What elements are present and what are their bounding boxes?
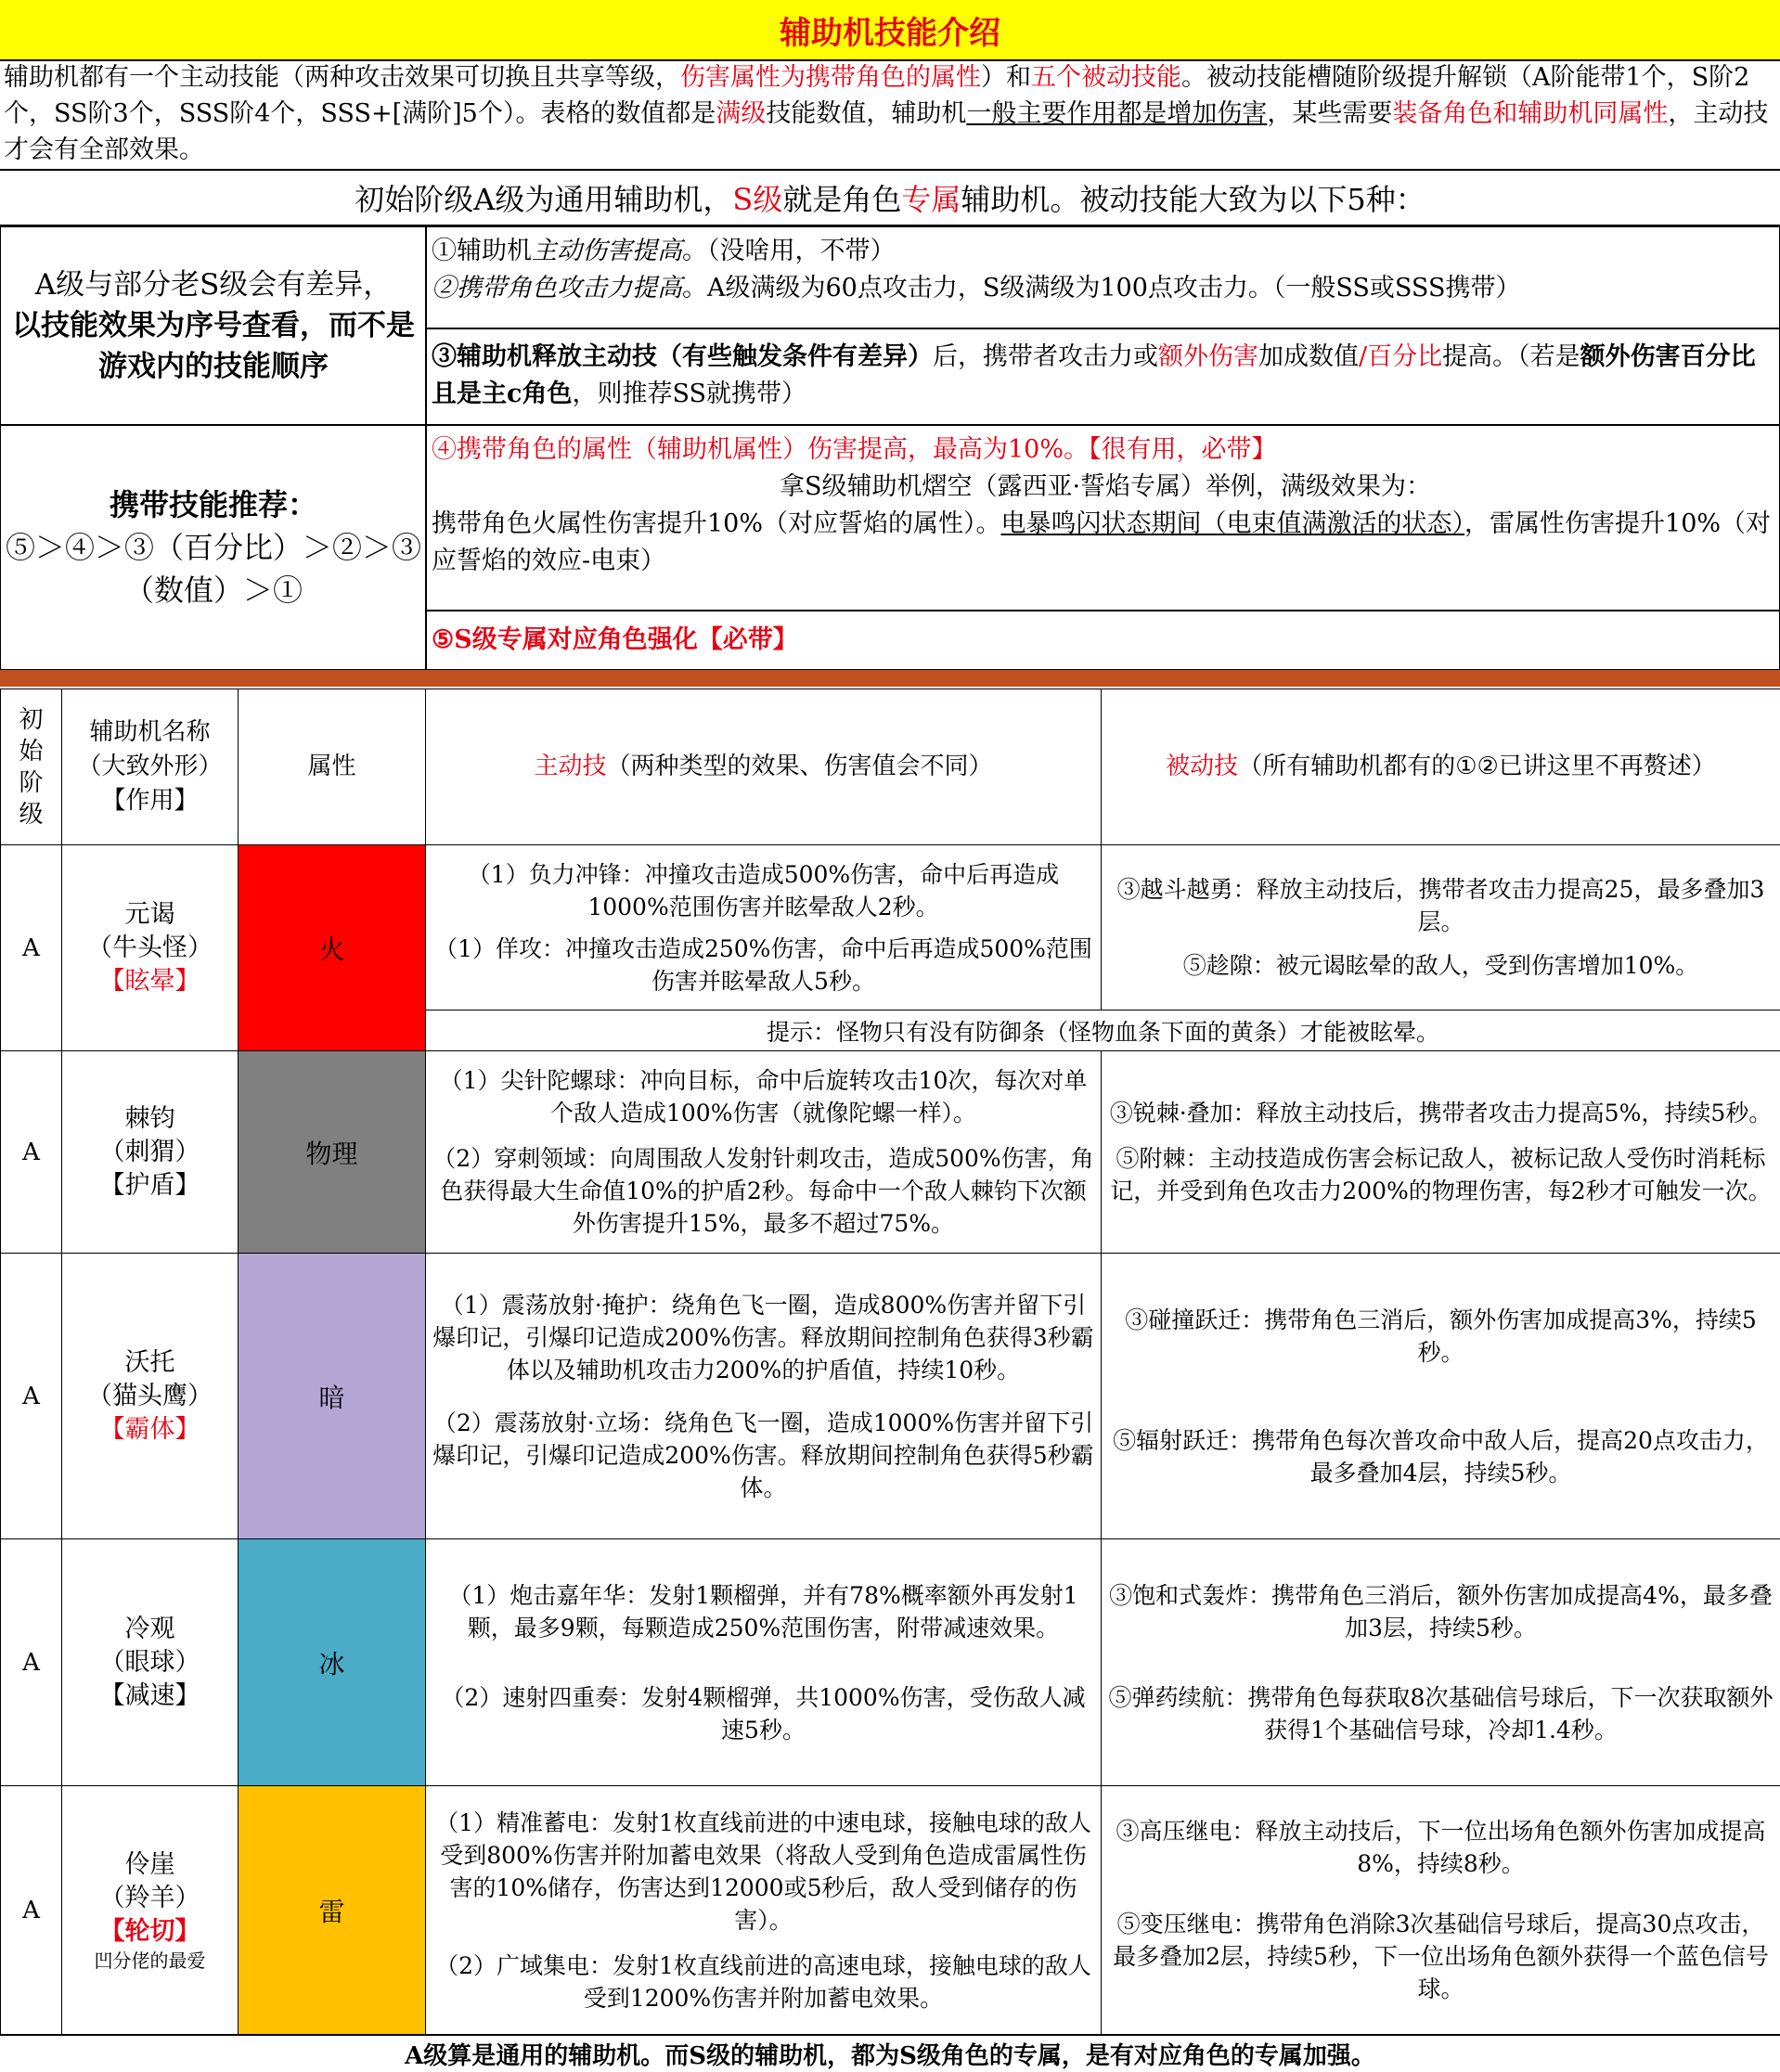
active-skill-1: （1）负力冲锋：冲撞攻击造成500%伤害，命中后再造成1000%范围伤害并眩晕敌人2秒。 — [432, 858, 1095, 923]
footer-note: A级算是通用的辅助机。而S级的辅助机，都为S级角色的专属，是有对应角色的专属加强。 — [0, 2034, 1780, 2072]
subtitle — [0, 171, 1780, 226]
passive-text: ，则推荐SS就携带） — [572, 380, 806, 408]
active-cell — [426, 1539, 1102, 1786]
header-tier — [1, 689, 62, 845]
attr-cell: 冰 — [239, 1539, 426, 1786]
recommend-title: 携带技能推荐： — [1, 483, 426, 526]
active-skill-2: （2）速射四重奏：发射4颗榴弹，共1000%伤害，受伤敌人减速5秒。 — [432, 1681, 1095, 1746]
active-skill-1: （1）尖针陀螺球：冲向目标，命中后旋转攻击10次，每次对单个敌人造成100%伤害（就像陀螺一样）。 — [432, 1064, 1095, 1129]
assist-shape: （猫头鹰） — [62, 1380, 238, 1413]
assist-role: 【轮切】 — [62, 1915, 238, 1949]
intro-highlight: 满级 — [716, 99, 766, 128]
passive-skill-1: ③锐棘·叠加：释放主动技后，携带者攻击力提高5%，持续5秒。 — [1107, 1097, 1774, 1129]
passive-skill-2: ⑤趁隙：被元谒眩晕的敌人，受到伤害增加10%。 — [1107, 949, 1774, 982]
active-skill-2: （2）穿刺领域：向周围敌人发射针刺攻击，造成500%伤害，角色获得最大生命值10%的护盾2秒。每命中一个敌人棘钧下次额外伤害提升15%，最多不超过75%。 — [432, 1142, 1095, 1240]
passive-skill-1: ③饱和式轰炸：携带角色三消后，额外伤害加成提高4%，最多叠加3层，持续5秒。 — [1107, 1579, 1774, 1644]
header-passive-desc: （所有辅助机都有的①②已讲这里不再赘述） — [1238, 753, 1716, 780]
passive-4-title: ④携带角色的属性（辅助机属性）伤害提高，最高为10%。【很有用，必带】 — [432, 431, 1779, 469]
passive-cell — [1102, 1051, 1780, 1254]
intro-highlight: 装备角色和辅助机同属性 — [1392, 99, 1668, 128]
active-cell — [426, 845, 1102, 1010]
page-title: 辅助机技能介绍 — [0, 0, 1780, 61]
passive-text: 携带角色火属性伤害提升10%（对应誓焰的属性）。 — [432, 509, 1001, 538]
assist-shape: （羚羊） — [62, 1882, 238, 1915]
passive-4-detail — [432, 506, 1779, 580]
subtitle-text: 就是角色 — [782, 176, 901, 219]
table-row — [1, 1786, 1780, 2035]
header-active-label: 主动技 — [534, 753, 606, 780]
passive-skill-2: ⑤弹药续航：携带角色每获取8次基础信号球后，下一次获取额外获得1个基础信号球，冷却1.4秒。 — [1107, 1681, 1774, 1746]
intro-highlight: 五个被动技能 — [1031, 63, 1181, 92]
intro-text: 技能数值，辅助机 — [766, 99, 966, 128]
subtitle-text: 辅助机。被动技能大致为以下5种： — [961, 176, 1425, 219]
attr-cell: 暗 — [239, 1254, 426, 1539]
note-line: A级与部分老S级会有差异， — [1, 264, 426, 305]
passive-5-text: ⑤S级专属对应角色强化【必带】 — [432, 622, 798, 659]
name-cell — [62, 1539, 239, 1786]
assist-shape: （眼球） — [62, 1646, 238, 1679]
passive-underline: 电暴鸣闪状态期间（电束值满激活的状态） — [1001, 509, 1465, 538]
tier-cell: A — [1, 845, 62, 1051]
passive-list-top — [425, 226, 1780, 328]
intro-text: ）和 — [981, 63, 1031, 92]
intro-underline: 一般主要作用都是增加伤害 — [966, 99, 1267, 128]
subtitle-text: 初始阶级A级为通用辅助机， — [355, 176, 732, 219]
intro-paragraph — [0, 59, 1780, 171]
passive-bold: ③辅助机释放主动技（有些触发条件有差异） — [432, 342, 933, 371]
header-name — [62, 689, 239, 845]
header-passive-label: 被动技 — [1166, 753, 1238, 780]
recommend-order: ⑤＞④＞③（百分比）＞②＞③（数值）＞① — [1, 526, 426, 611]
assist-name: 沃托 — [62, 1346, 238, 1380]
intro-text: ，主动技才会有全部效果。 — [4, 99, 1768, 164]
attr-cell: 物理 — [239, 1051, 426, 1254]
attr-cell: 火 — [239, 845, 426, 1051]
passive-italic: 主动伤害提高 — [532, 237, 682, 265]
passive-text: 。（没啥用，不带） — [682, 237, 896, 265]
passive-skill-2: ⑤附棘：主动技造成伤害会标记敌人，被标记敌人受伤时消耗标记，并受到角色攻击力200%的物理伤害，每2秒才可触发一次。 — [1107, 1142, 1774, 1207]
active-skill-2: （2）广域集电：发射1枚直线前进的高速电球，接触电球的敌人受到1200%伤害并附加蓄电效果。 — [432, 1950, 1095, 2014]
passive-4-example: 拿S级辅助机熠空（露西亚·誓焰专属）举例，满级效果为： — [432, 469, 1779, 506]
passive-bold: 额外伤害百分比且是主c角色 — [432, 342, 1756, 408]
passive-text: 加成数值 — [1258, 342, 1359, 371]
header-attr: 属性 — [239, 689, 426, 845]
intro-text: 。被动技能槽随阶级提升解锁（A阶能带1个，S阶2个，SS阶3个，SSS阶4个，SSS+[满阶]5个）。表格的数值都是 — [4, 63, 1749, 128]
tier-cell: A — [1, 1786, 62, 2035]
active-skill-2: （2）震荡放射·立场：绕角色飞一圈，造成1000%伤害并留下引爆印记，引爆印记造成200%伤害。释放期间控制角色获得5秒霸体。 — [432, 1407, 1095, 1504]
passive-cell — [1102, 1539, 1780, 1786]
attr-cell: 雷 — [239, 1786, 426, 2035]
active-skill-2: （1）佯攻：冲撞攻击造成250%伤害，命中后再造成500%范围伤害并眩晕敌人5秒。 — [432, 933, 1095, 997]
name-cell — [62, 1254, 239, 1539]
note-line-bold: 以技能效果为序号查看，而不是游戏内的技能顺序 — [1, 305, 426, 387]
tier-cell: A — [1, 1539, 62, 1786]
passive-5 — [425, 611, 1780, 670]
section-divider — [0, 670, 1780, 687]
passive-4 — [425, 425, 1780, 611]
table-row — [1, 1051, 1780, 1254]
subtitle-highlight: S级 — [732, 176, 782, 219]
passive-text: ①辅助机 — [432, 237, 532, 265]
passive-highlight: 额外伤害 — [1158, 342, 1258, 371]
passive-italic: ②携带角色攻击力提高 — [432, 274, 682, 302]
assist-shape: （刺猬） — [62, 1136, 238, 1169]
assist-role: 【护盾】 — [62, 1169, 238, 1203]
tier-cell: A — [1, 1254, 62, 1539]
active-cell — [426, 1051, 1102, 1254]
passive-text: 提高。（若是 — [1442, 342, 1580, 371]
passive-1 — [432, 233, 1779, 270]
passive-cell — [1102, 1254, 1780, 1539]
passive-cell — [1102, 1786, 1780, 2035]
header-active — [426, 689, 1102, 845]
tier-cell: A — [1, 1051, 62, 1254]
passive-skill-2: ⑤变压继电：携带角色消除3次基础信号球后，提高30点攻击，最多叠加2层，持续5秒，下一位出场角色额外获得一个蓝色信号球。 — [1107, 1908, 1774, 2005]
header-name-text: 辅助机名称（大致外形）【作用】 — [76, 715, 225, 818]
active-skill-1: （1）震荡放射·掩护：绕角色飞一圈，造成800%伤害并留下引爆印记，引爆印记造成200%伤害。释放期间控制角色获得3秒霸体以及辅助机攻击力200%的护盾值，持续10秒。 — [432, 1289, 1095, 1386]
passive-skill-2: ⑤辐射跃迁：携带角色每次普攻命中敌人后，提高20点攻击力，最多叠加4层，持续5秒。 — [1107, 1424, 1774, 1489]
passive-text: ，雷属性伤害提升10%（对应誓焰的效应-电束） — [432, 509, 1771, 575]
skills-table — [0, 689, 1780, 2035]
intro-text: 辅助机都有一个主动技能（两种攻击效果可切换且共享等级， — [4, 63, 680, 92]
passive-cell — [1102, 845, 1780, 1010]
table-row — [1, 1254, 1780, 1539]
active-cell — [426, 1786, 1102, 2035]
table-row — [1, 1539, 1780, 1786]
intro-text: ，某些需要 — [1267, 99, 1392, 128]
name-cell — [62, 1786, 239, 2035]
assist-name: 冷观 — [62, 1613, 238, 1646]
passive-skill-1: ③越斗越勇：释放主动技后，携带者攻击力提高25，最多叠加3层。 — [1107, 873, 1774, 938]
assist-shape: （牛头怪） — [62, 932, 238, 965]
header-active-desc: （两种类型的效果、伤害值会不同） — [607, 753, 993, 780]
table-row — [1, 845, 1780, 1010]
intro-highlight: 伤害属性为携带角色的属性 — [680, 63, 981, 92]
passive-text: 后，携带者攻击力或 — [933, 342, 1158, 371]
header-tier-text: 初始阶级 — [13, 704, 50, 830]
passive-2 — [432, 270, 1779, 307]
passive-text: 。A级满级为60点攻击力，S级满级为100点攻击力。（一般SS或SSS携带） — [682, 274, 1520, 302]
table-header — [1, 689, 1780, 845]
recommend-box — [0, 425, 427, 670]
assist-name: 伶崖 — [62, 1848, 238, 1882]
assist-role: 【眩晕】 — [62, 965, 238, 998]
passive-highlight: /百分比 — [1359, 342, 1442, 371]
active-skill-1: （1）炮击嘉年华：发射1颗榴弹，并有78%概率额外再发射1颗，最多9颗，每颗造成250%范围伤害，附带减速效果。 — [432, 1579, 1095, 1644]
assist-name: 棘钧 — [62, 1102, 238, 1136]
header-passive — [1102, 689, 1780, 845]
assist-name: 元谒 — [62, 898, 238, 932]
assist-role: 【减速】 — [62, 1679, 238, 1713]
assist-note: 凹分佬的最爱 — [62, 1949, 238, 1973]
passive-skill-1: ③高压继电：释放主动技后，下一位出场角色额外伤害加成提高8%，持续8秒。 — [1107, 1815, 1774, 1880]
passive-3 — [425, 328, 1780, 425]
active-cell — [426, 1254, 1102, 1539]
active-skill-1: （1）精准蓄电：发射1枚直线前进的中速电球，接触电球的敌人受到800%伤害并附加蓄电效果（将敌人受到角色造成雷属性伤害的10%储存，伤害达到12000或5秒后，敌人受到储存的伤害）。 — [432, 1807, 1095, 1937]
subtitle-highlight: 专属 — [901, 176, 961, 219]
passive-skill-1: ③碰撞跃迁：携带角色三消后，额外伤害加成提高3%，持续5秒。 — [1107, 1304, 1774, 1369]
note-box — [0, 226, 427, 425]
name-cell — [62, 845, 239, 1051]
name-cell — [62, 1051, 239, 1254]
tip-text: 提示：怪物只有没有防御条（怪物血条下面的黄条）才能被眩晕。 — [426, 1010, 1780, 1051]
assist-role: 【霸体】 — [62, 1413, 238, 1447]
